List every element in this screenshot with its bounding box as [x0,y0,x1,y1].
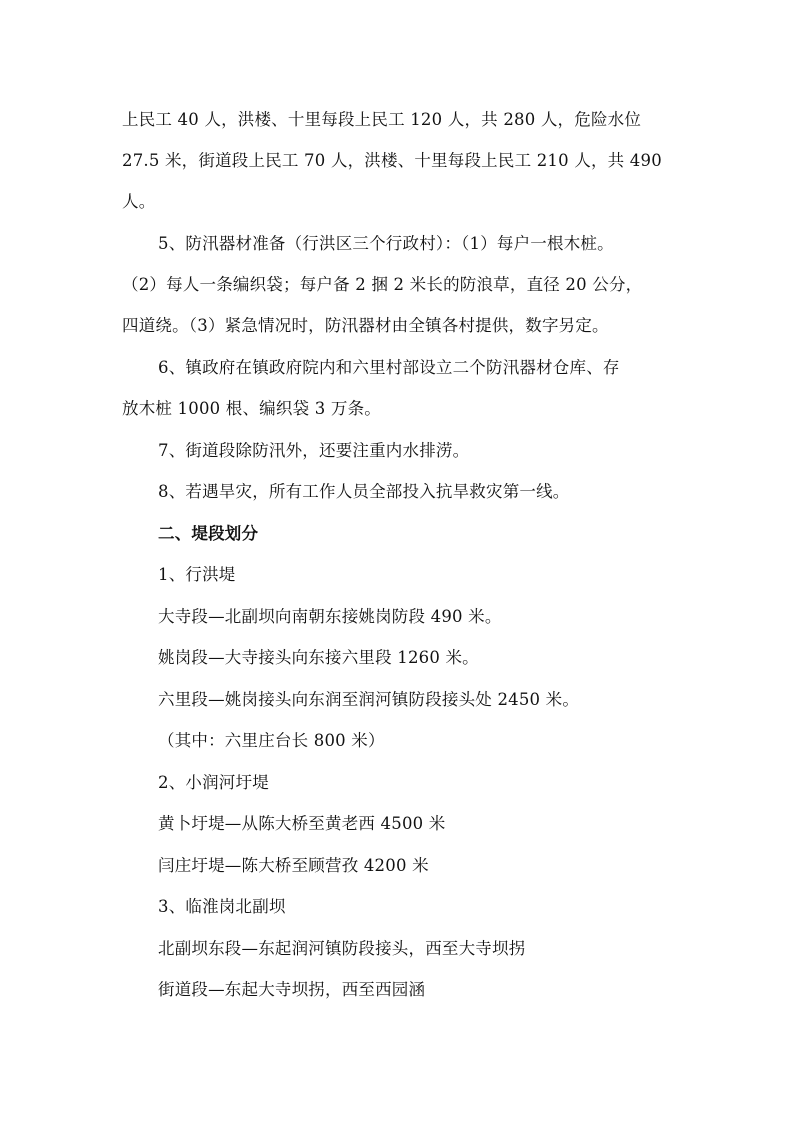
text-line-10: 8、若遇旱灾，所有工作人员全部投入抗旱救灾第一线。 [158,482,570,501]
text-line-15: 六里段—姚岗接头向东润至润河镇防段接头处 2450 米。 [158,690,580,709]
subheading-1: 1、行洪堤 [158,565,236,584]
subheading-3: 3、临淮岗北副坝 [158,897,286,916]
text-line-21: 北副坝东段—东起润河镇防段接头，西至大寺坝拐 [158,939,526,958]
text-line-8: 放木桩 1000 根、编织袋 3 万条。 [122,399,381,418]
text-line-14: 姚岗段—大寺接头向东接六里段 1260 米。 [158,648,479,667]
text-line-22: 街道段—东起大寺坝拐，西至西园涵 [158,980,426,999]
text-line-4: 5、防汛器材准备（行洪区三个行政村）：（1）每户一根木桩。 [158,234,614,253]
subheading-2: 2、小润河圩堤 [158,773,269,792]
text-line-9: 7、街道段除防汛外，还要注重内水排涝。 [158,441,470,460]
section-heading: 二、堤段划分 [158,524,259,543]
text-line-6: 四道绕。（3）紧急情况时，防汛器材由全镇各村提供，数字另定。 [122,316,609,335]
text-line-3: 人。 [122,192,156,211]
text-line-2: 27.5 米，街道段上民工 70 人，洪楼、十里每段上民工 210 人，共 490 [122,151,662,170]
text-line-18: 黄卜圩堤—从陈大桥至黄老西 4500 米 [158,814,446,833]
text-line-1: 上民工 40 人，洪楼、十里每段上民工 120 人，共 280 人，危险水位 [122,110,642,129]
text-line-7: 6、镇政府在镇政府院内和六里村部设立二个防汛器材仓库、存 [158,358,620,377]
text-line-5: （2）每人一条编织袋；每户备 2 捆 2 米长的防浪草，直径 20 公分， [122,275,643,294]
text-line-16: （其中：六里庄台长 800 米） [158,731,385,750]
text-line-19: 闫庄圩堤—陈大桥至顾营孜 4200 米 [158,856,429,875]
text-line-13: 大寺段—北副坝向南朝东接姚岗防段 490 米。 [158,607,502,626]
